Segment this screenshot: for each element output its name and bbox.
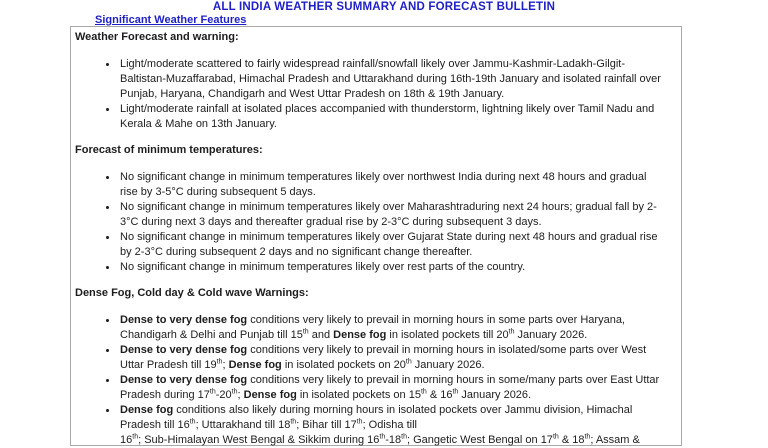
section-heading: Dense Fog, Cold day & Cold wave Warnings: [75,287,309,299]
bullet-text: ; Gangetic West Bengal on 17 [406,434,553,446]
ordinal-suffix: th [231,388,238,396]
bullet-text: Dense to very dense fog [120,314,248,326]
bullet-text: Dense to very dense fog [120,344,248,356]
bullet-text: Dense fog [228,359,282,371]
section-heading: Forecast of minimum temperatures: [75,144,263,156]
ordinal-suffix: th [302,328,309,336]
ordinal-suffix: th [401,433,407,441]
bullet-text: in isolated pockets till 20 [386,329,509,341]
bullet-text: Dense fog [120,404,174,416]
ordinal-suffix: th [452,388,459,396]
bullet-text: No significant change in minimum temperatures likely over northwest India during next 48 hours and gradual rise by 3-5°C during subsequent 5 days. [120,171,647,198]
ordinal-suffix: th [584,433,591,441]
ordinal-suffix: th [356,418,363,426]
bullet-item [118,373,663,403]
section-0 [75,30,663,132]
bullet-text: in isolated pockets on 20 [281,359,406,371]
ordinal-suffix: th [552,433,559,441]
bullet-text: Dense fog [243,389,297,401]
bullet-text: conditions also likely during morning hours in isolated pockets over Jammu division, Himachal Pradesh till 16 [120,404,633,431]
bullet-text: January 2026. [514,329,588,341]
bullet-text: ; Odisha till [362,419,417,431]
section-heading: Weather Forecast and warning: [75,31,239,43]
ordinal-suffix: th [379,433,386,441]
section-1 [75,143,663,275]
bullet-text: January 2026. [411,359,485,371]
page-title: ALL INDIA WEATHER SUMMARY AND FORECAST BULLETIN [212,1,556,13]
bullet-item [118,102,663,132]
bullet-text: in isolated pockets on 15 [296,389,421,401]
bullet-text: ; Sub-Himalayan West Bengal & Sikkim during 16 [138,434,380,446]
bullet-item [118,230,663,260]
ordinal-suffix: th [290,418,297,426]
bullet-text: ; [237,389,244,401]
ordinal-suffix: th [508,328,515,336]
bullet-text: No significant change in minimum temperatures likely over Gujarat State during next 48 hours and gradual rise by 2-3°C during subsequent 2 days and no significant change thereafter. [120,231,658,258]
bullet-list [75,313,663,448]
ordinal-suffix: th [209,388,216,396]
ordinal-suffix: th [189,418,196,426]
bullet-item [118,260,663,275]
ordinal-suffix: th [420,388,427,396]
bullet-text: ; Uttarakhand till 18 [195,419,291,431]
bullet-item [118,403,663,448]
bullet-text: Light/moderate rainfall at isolated places accompanied with thunderstorm, lightning likely over Tamil Nadu and Kerala & Mahe on 13th January. [120,103,655,130]
bullet-list [75,57,663,132]
bullet-text: and [308,329,334,341]
bullet-item [118,343,663,373]
bullet-text: 16 [120,434,133,446]
section-2 [75,286,663,448]
bullet-text: No significant change in minimum temperatures likely over Maharashtraduring next 24 hours; gradual fall by 2-3°C during next 3 days and thereafter gradual rise by 2-3°C during subsequent 3 days. [120,201,657,228]
bullet-text: conditions very likely to prevail in morning hours in some parts over Haryana, Chandigarh & Delhi and Punjab till 15 [120,314,625,341]
bullet-text: ; Bihar till 17 [296,419,357,431]
sections [75,30,663,448]
bullet-item [118,200,663,230]
bullet-text: conditions very likely to prevail in morning hours in isolated/some parts over West Uttar Pradesh till 19 [120,344,647,371]
ordinal-suffix: th [216,358,223,366]
bullet-text: ; [222,359,229,371]
bullet-text: & 18 [558,434,585,446]
bullet-list [75,170,663,275]
bullet-text: conditions very likely to prevail in morning hours in some/many parts over East Uttar Pradesh during 17 [120,374,660,401]
ordinal-suffix: th [132,433,139,441]
bullet-text: -18 [385,434,402,446]
bullet-text: Light/moderate scattered to fairly widespread rainfall/snowfall likely over Jammu-Kashmir-Ladakh-Gilgit-Baltistan-Muzaffarabad, Himachal Pradesh and Uttarakhand during 16th-19th January and isolated rainfall over Punjab, Haryana, Chandigarh and West Uttar Pradesh on 18th & 19th January. [120,58,661,100]
bullet-text: ; Assam & [590,434,640,446]
bullet-text: -20 [215,389,232,401]
ordinal-suffix: th [405,358,412,366]
bullet-text: Dense fog [333,329,387,341]
bullet-item [118,313,663,343]
bullet-item [118,57,663,102]
bullet-text: No significant change in minimum temperatures likely over rest parts of the country. [120,261,526,273]
bullet-item [118,170,663,200]
bullet-text: January 2026. [458,389,532,401]
bullet-text: & 16 [426,389,453,401]
weather-bulletin-box [70,26,682,446]
bullet-text: Dense to very dense fog [120,374,248,386]
section-label-significant-weather-features: Significant Weather Features [95,14,247,26]
